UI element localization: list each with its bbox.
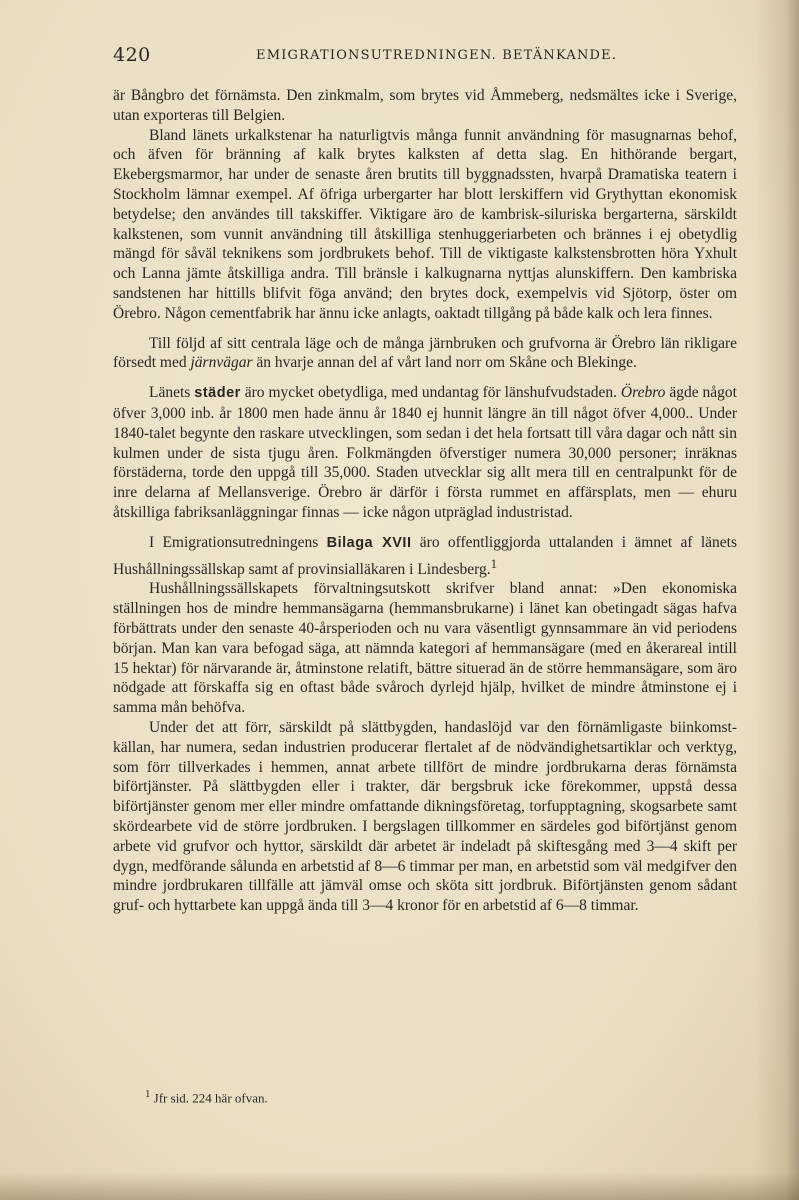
paragraph: är Bångbro det förnämsta. Den zinkmalm, som brytes vid Åmmeberg, nedsmältes icke i Sverige, utan exporteras till Belgien. xyxy=(113,87,737,124)
page-bottom-shadow xyxy=(0,1172,799,1200)
paragraph: Hushållningssällskapets förvaltningsutskott skrifver bland annat: »Den ekonomiska ställningen hos de mindre hemmansägarna (hemmansbrukarne) i länet kan obetingadt sägas hafva förbättrats under den senaste 40-årsperioden och nu vara väsentligt gynnsammare än vid periodens början. Man kan vara befogad säga, att nämnda kategori af hemmansägare (med en åkerareal intill 15 hektar) för närvarande är, åtminstone relatift, bättre situerad än de större hemmansägare, som äro nödgade att förskaffa sig en oftast både svåroch dyrlejd hjälp, hvilket de mindre åtminstone ej i samma mån behöfva. xyxy=(113,580,737,717)
paragraph: Länets städer äro mycket obetydliga, med undantag för länshufvudstaden. Örebro ägde något öfver 3,000 inb. år 1800 men hade ännu år 1840 ej hunnit längre än till något öfver 4,000.. Under 1840-talet begynte den raskare utvecklingen, som sedan i det hela fortsatt till våra dagar och nått sin kulmen under de sista tjugu åren. Folkmängden öfverstiger numera 30,000 personer; inräknas förstäderna, torde den uppgå till 35,000. Staden utvecklar sig allt mera till en centralpunkt för de inre delarna af Mellansverige. Örebro är därför i första rummet en affärsplats, men — ehuru åtskilliga fabriksanläggningar finnas — icke någon utpräglad industristad. xyxy=(113,384,737,521)
bold-term: städer xyxy=(194,385,241,402)
paragraph: Under det att förr, särskildt på slättbygden, handaslöjd var den förnämligaste biinkomst-källan, har numera, sedan industrien producerar flertalet af de nödvändighetsartiklar och verktyg, som förr tillverkades i hemmen, annat arbete tillfört de mindre jordbrukarna deras förnämsta biförtjänster. På slättbygden eller i trakter, där bergsbruk icke förekommer, uppstå dessa biförtjänster genom mer eller mindre omfattande dikningsföretag, torfupptagning, skogsarbete samt skördearbete vid de större jordbruken. I bergslagen tillkommer en särdeles god biförtjänst genom arbete vid grufvor och hyttor, särskildt där arbetet är indeladt på skiftesgång med 3—4 skift per dygn, medförande sålunda en arbetstid af 8—6 timmar per man, en arbetstid som väl medgifver den mindre jordbrukaren tillfälle att jämväl omse och sköta sitt jordbruk. Biförtjänsten genom sådant gruf- och hyttarbete kan uppgå ända till 3—4 kronor för en arbetstid af 6—8 timmar. xyxy=(113,719,737,915)
footnote xyxy=(145,1088,268,1106)
page-number: 420 xyxy=(113,44,151,66)
paragraph: Till följd af sitt centrala läge och de många järnbruken och grufvorna är Örebro län rikligare försedt med järnvägar än hvarje annan del af vårt land norr om Skåne och Blekinge. xyxy=(113,334,737,372)
footnote-text: Jfr sid. 224 här ofvan. xyxy=(153,1090,268,1106)
emphasis: Örebro xyxy=(620,384,666,402)
footnote-ref[interactable]: 1 xyxy=(490,555,498,571)
running-title: EMIGRATIONSUTREDNINGEN. BETÄNKANDE. xyxy=(256,48,618,63)
paragraph: I Emigrationsutredningens Bilaga XVII äro offentliggjorda uttalanden i ämnet af länets Hushållningssällskap samt af provinsialläkaren i Lindesberg.$^1$ xyxy=(113,533,737,578)
footnote-mark: 1 xyxy=(145,1088,151,1100)
bold-term: Bilaga XVII xyxy=(326,534,412,551)
page-edge-shadow xyxy=(755,0,799,1200)
paragraph: Bland länets urkalkstenar ha naturligtvis många funnit användning för masugnarnas behof, och äfven för bränning af kalk brytes kalksten af detta slag. En hithörande bergart, Ekebergsmarmor, har under de senaste åren brutits till byggnadssten, hvarpå Dramatiska teatern i Stockholm lämnar exempel. Af öfriga urbergarter har blott lerskiffern vid Grythyttan ekonomisk betydelse; den användes till takskiffer. Viktigare äro de kambrisk-siluriska bergarterna, särskildt kalkstenen, som vunnit användning till åtskilliga stenhuggeriarbeten och brännes i ej obetydlig mängd för såväl teknikens som jordbrukets behof. Till de viktigaste kalkstensbrotten höra Yxhult och Lanna jämte åtskilliga andra. Till bränsle i kalkugnarna nyttjas alunskiffern. Den kambriska sandstenen har hittills blifvit föga använd; den brytes dock, exempelvis vid Sjötorp, öster om Örebro. Någon cementfabrik har ännu icke anlagts, oaktadt tillgång på både kalk och lera finnes. xyxy=(113,126,737,322)
emphasis: järnvägar xyxy=(190,354,253,372)
body-text xyxy=(113,86,737,916)
